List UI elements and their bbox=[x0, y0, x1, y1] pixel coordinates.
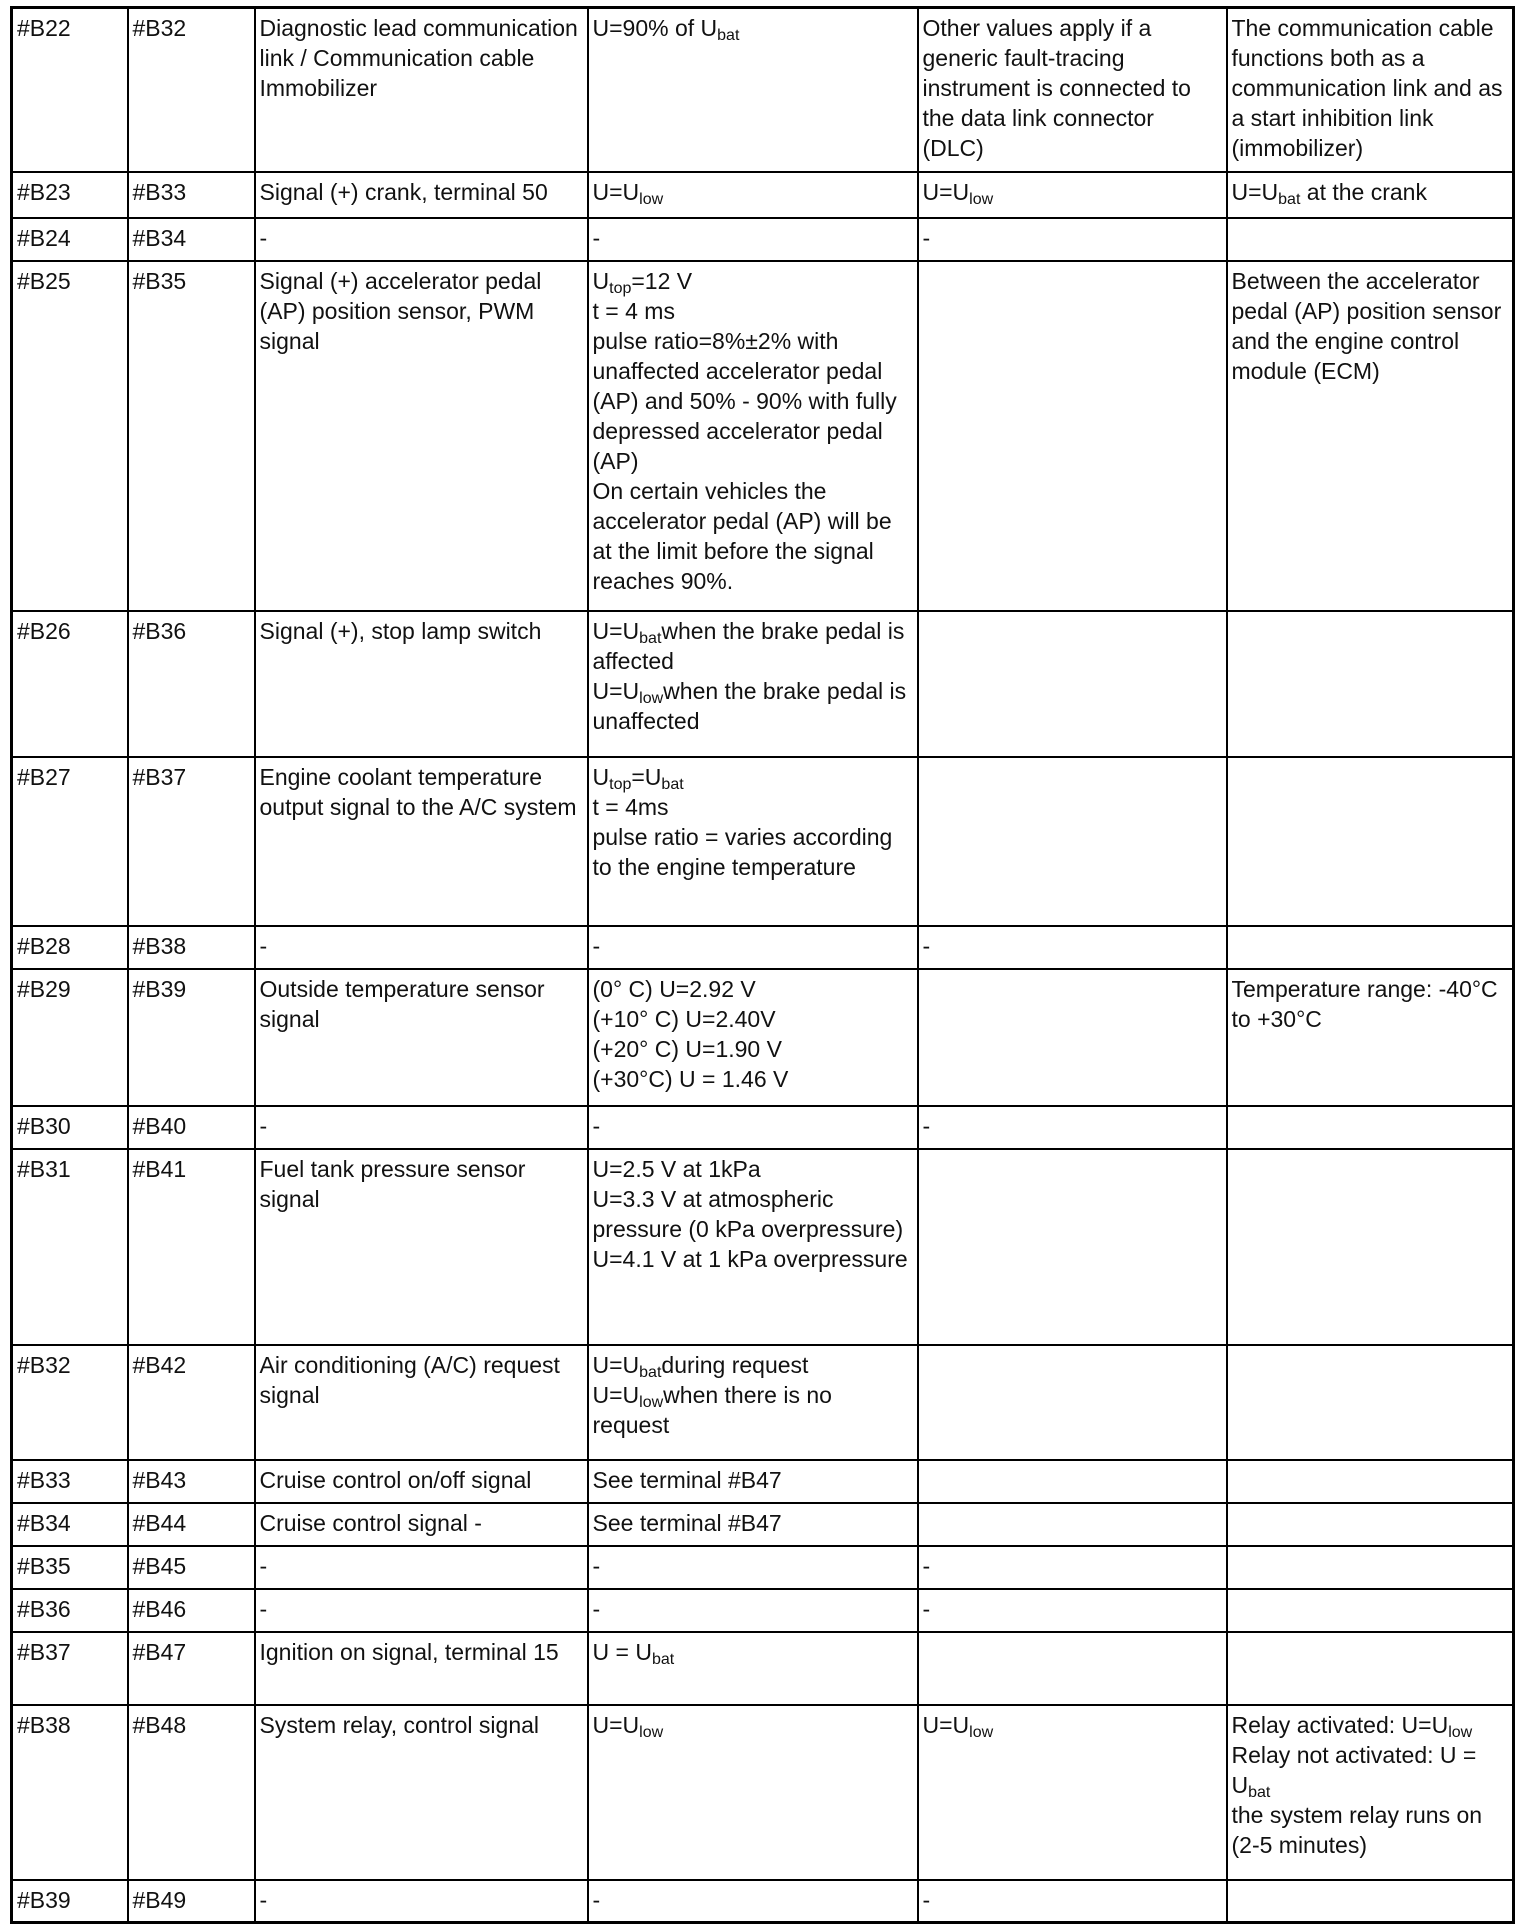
cell-text-line: Ignition on signal, terminal 15 bbox=[259, 1638, 559, 1665]
cell-text-line: t = 4ms bbox=[592, 793, 669, 820]
note-cell bbox=[1227, 1705, 1514, 1880]
table-row bbox=[12, 1546, 1514, 1589]
alt-value-cell bbox=[918, 1149, 1227, 1345]
cell-text-line: Outside temperature sensor signal bbox=[259, 975, 545, 1032]
cell-text-line: Between the accelerator pedal (AP) position sensor and the engine control module (ECM) bbox=[1231, 267, 1502, 384]
alt-value-cell bbox=[918, 757, 1227, 926]
cell-text-line: - bbox=[922, 1595, 931, 1622]
cell-text-line: t = 4 ms bbox=[592, 297, 675, 324]
alt-value-cell bbox=[918, 8, 1227, 172]
terminal-a-cell: #B38 bbox=[12, 1705, 128, 1880]
note-cell bbox=[1227, 1460, 1514, 1503]
function-cell bbox=[255, 218, 588, 261]
alt-value-cell bbox=[918, 611, 1227, 757]
function-cell bbox=[255, 1345, 588, 1460]
cell-text-line: - bbox=[259, 1595, 268, 1622]
cell-text-line: - bbox=[922, 1886, 931, 1913]
terminal-a-cell: #B27 bbox=[12, 757, 128, 926]
value-cell bbox=[588, 172, 918, 218]
cell-text-line: - bbox=[922, 1552, 931, 1579]
note-cell bbox=[1227, 1546, 1514, 1589]
cell-text-line: (0° C) U=2.92 V bbox=[592, 975, 756, 1002]
alt-value-cell bbox=[918, 261, 1227, 611]
note-cell bbox=[1227, 926, 1514, 969]
function-cell bbox=[255, 611, 588, 757]
cell-text-line: Cruise control on/off signal bbox=[259, 1466, 532, 1493]
value-cell bbox=[588, 1632, 918, 1705]
terminal-a-cell: #B34 bbox=[12, 1503, 128, 1546]
terminal-b-cell: #B37 bbox=[128, 757, 255, 926]
value-cell bbox=[588, 1460, 918, 1503]
value-cell bbox=[588, 969, 918, 1106]
function-cell bbox=[255, 1503, 588, 1546]
alt-value-cell bbox=[918, 172, 1227, 218]
terminal-b-cell: #B38 bbox=[128, 926, 255, 969]
note-cell bbox=[1227, 1503, 1514, 1546]
alt-value-cell bbox=[918, 969, 1227, 1106]
value-cell bbox=[588, 261, 918, 611]
function-cell bbox=[255, 8, 588, 172]
cell-text-line: Temperature range: -40°C to +30°C bbox=[1231, 975, 1498, 1032]
note-cell bbox=[1227, 172, 1514, 218]
terminal-b-cell: #B46 bbox=[128, 1589, 255, 1632]
function-cell bbox=[255, 969, 588, 1106]
terminal-a-cell: #B23 bbox=[12, 172, 128, 218]
cell-text-line: $U=U_{low}$ bbox=[592, 1711, 664, 1741]
cell-text-line: $U=U_{bat}during$ request bbox=[592, 1351, 809, 1381]
value-cell bbox=[588, 611, 918, 757]
cell-text-line: - bbox=[259, 932, 268, 959]
terminal-table-body bbox=[12, 8, 1514, 1923]
value-cell bbox=[588, 1106, 918, 1149]
terminal-a-cell: #B36 bbox=[12, 1589, 128, 1632]
value-cell bbox=[588, 1705, 918, 1880]
cell-text-line: On certain vehicles the accelerator pedal (AP) will be at the limit before the signal reaches 90%. bbox=[592, 477, 892, 594]
alt-value-cell bbox=[918, 1460, 1227, 1503]
note-cell bbox=[1227, 1632, 1514, 1705]
cell-text-line: pulse ratio=8%±2% with unaffected accelerator pedal (AP) and 50% - 90% with fully depressed accelerator pedal (AP) bbox=[592, 327, 897, 474]
cell-text-line: - bbox=[259, 1112, 268, 1139]
cell-text-line: System relay, control signal bbox=[259, 1711, 540, 1738]
terminal-a-cell: #B30 bbox=[12, 1106, 128, 1149]
cell-text-line: $U=U_{bat}$ at the crank bbox=[1231, 178, 1427, 208]
terminal-b-cell: #B42 bbox=[128, 1345, 255, 1460]
cell-text-line: $U=U_{low}when$ there is no request bbox=[592, 1381, 832, 1438]
function-cell bbox=[255, 757, 588, 926]
terminal-b-cell: #B49 bbox=[128, 1880, 255, 1923]
terminal-b-cell: #B35 bbox=[128, 261, 255, 611]
value-cell bbox=[588, 1589, 918, 1632]
terminal-a-cell: #B35 bbox=[12, 1546, 128, 1589]
alt-value-cell bbox=[918, 1589, 1227, 1632]
cell-text-line: Fuel tank pressure sensor signal bbox=[259, 1155, 526, 1212]
terminal-b-cell: #B44 bbox=[128, 1503, 255, 1546]
table-row bbox=[12, 261, 1514, 611]
terminal-b-cell: #B43 bbox=[128, 1460, 255, 1503]
table-row bbox=[12, 926, 1514, 969]
cell-text-line: The communication cable functions both as a communication link and as a start inhibition link (immobilizer) bbox=[1231, 15, 1503, 161]
table-row bbox=[12, 172, 1514, 218]
note-cell bbox=[1227, 218, 1514, 261]
alt-value-cell bbox=[918, 1345, 1227, 1460]
function-cell bbox=[255, 261, 588, 611]
cell-text-line: - bbox=[592, 1112, 601, 1139]
cell-text-line: (+30°C) U = 1.46 V bbox=[592, 1065, 789, 1092]
value-cell bbox=[588, 926, 918, 969]
cell-text-line: U=4.1 V at 1 kPa overpressure bbox=[592, 1245, 908, 1272]
cell-text-line: - bbox=[922, 932, 931, 959]
note-cell bbox=[1227, 1149, 1514, 1345]
note-cell bbox=[1227, 757, 1514, 926]
cell-text-line: (+20° C) U=1.90 V bbox=[592, 1035, 782, 1062]
cell-text-line: U=90% of $U_{bat}$ bbox=[592, 15, 740, 44]
cell-text-line: - bbox=[922, 1112, 931, 1139]
value-cell bbox=[588, 757, 918, 926]
cell-text-line: $U_{top}=12$ V bbox=[592, 267, 693, 297]
terminal-a-cell: #B37 bbox=[12, 1632, 128, 1705]
cell-text-line: $U=U_{low}$ bbox=[922, 1711, 994, 1741]
terminal-b-cell: #B40 bbox=[128, 1106, 255, 1149]
cell-text-line: $U=U_{bat}when$ the brake pedal is affected bbox=[592, 617, 905, 674]
table-row bbox=[12, 611, 1514, 757]
terminal-table bbox=[10, 6, 1515, 1924]
alt-value-cell bbox=[918, 1632, 1227, 1705]
cell-text-line: Air conditioning (A/C) request signal bbox=[259, 1351, 560, 1408]
terminal-b-cell: #B32 bbox=[128, 8, 255, 172]
table-row bbox=[12, 969, 1514, 1106]
value-cell bbox=[588, 1503, 918, 1546]
cell-text-line: Relay not activated: $U = U_{bat}$ bbox=[1231, 1741, 1477, 1801]
cell-text-line: - bbox=[592, 1886, 601, 1913]
function-cell bbox=[255, 1589, 588, 1632]
terminal-b-cell: #B36 bbox=[128, 611, 255, 757]
table-row bbox=[12, 1345, 1514, 1460]
table-row bbox=[12, 1705, 1514, 1880]
cell-text-line: Signal (+) accelerator pedal (AP) position sensor, PWM signal bbox=[259, 267, 542, 354]
cell-text-line: See terminal #B47 bbox=[592, 1466, 782, 1493]
cell-text-line: $U=U_{low}when$ the brake pedal is unaffected bbox=[592, 677, 907, 734]
terminal-a-cell: #B22 bbox=[12, 8, 128, 172]
cell-text-line: the system relay runs on (2-5 minutes) bbox=[1231, 1801, 1483, 1858]
terminal-b-cell: #B39 bbox=[128, 969, 255, 1106]
function-cell bbox=[255, 926, 588, 969]
terminal-b-cell: #B41 bbox=[128, 1149, 255, 1345]
alt-value-cell bbox=[918, 1705, 1227, 1880]
table-row bbox=[12, 1149, 1514, 1345]
note-cell bbox=[1227, 611, 1514, 757]
function-cell bbox=[255, 1632, 588, 1705]
value-cell bbox=[588, 218, 918, 261]
terminal-a-cell: #B24 bbox=[12, 218, 128, 261]
alt-value-cell bbox=[918, 218, 1227, 261]
table-row bbox=[12, 1632, 1514, 1705]
table-row bbox=[12, 1589, 1514, 1632]
alt-value-cell bbox=[918, 926, 1227, 969]
terminal-a-cell: #B39 bbox=[12, 1880, 128, 1923]
function-cell bbox=[255, 1880, 588, 1923]
table-row bbox=[12, 1106, 1514, 1149]
note-cell bbox=[1227, 261, 1514, 611]
alt-value-cell bbox=[918, 1546, 1227, 1589]
function-cell bbox=[255, 1705, 588, 1880]
cell-text-line: - bbox=[592, 1552, 601, 1579]
cell-text-line: - bbox=[922, 224, 931, 251]
terminal-b-cell: #B33 bbox=[128, 172, 255, 218]
terminal-b-cell: #B47 bbox=[128, 1632, 255, 1705]
value-cell bbox=[588, 1880, 918, 1923]
cell-text-line: $U = U_{bat}$ bbox=[592, 1638, 675, 1668]
table-row bbox=[12, 218, 1514, 261]
terminal-a-cell: #B31 bbox=[12, 1149, 128, 1345]
terminal-b-cell: #B34 bbox=[128, 218, 255, 261]
note-cell bbox=[1227, 1106, 1514, 1149]
cell-text-line: Engine coolant temperature output signal to the A/C system bbox=[259, 763, 577, 820]
cell-text-line: Other values apply if a generic fault-tracing instrument is connected to the data link connector (DLC) bbox=[922, 15, 1191, 161]
cell-text-line: Signal (+), stop lamp switch bbox=[259, 617, 542, 644]
cell-text-line: - bbox=[592, 1595, 601, 1622]
alt-value-cell bbox=[918, 1503, 1227, 1546]
table-row bbox=[12, 757, 1514, 926]
cell-text-line: - bbox=[259, 224, 268, 251]
value-cell bbox=[588, 1546, 918, 1589]
terminal-b-cell: #B45 bbox=[128, 1546, 255, 1589]
terminal-a-cell: #B25 bbox=[12, 261, 128, 611]
note-cell bbox=[1227, 1589, 1514, 1632]
function-cell bbox=[255, 1546, 588, 1589]
terminal-a-cell: #B32 bbox=[12, 1345, 128, 1460]
cell-text-line: U=2.5 V at 1kPa bbox=[592, 1155, 761, 1182]
cell-text-line: $U=U_{low}$ bbox=[592, 178, 664, 208]
terminal-a-cell: #B29 bbox=[12, 969, 128, 1106]
cell-text-line: Cruise control signal - bbox=[259, 1509, 482, 1536]
value-cell bbox=[588, 1345, 918, 1460]
alt-value-cell bbox=[918, 1106, 1227, 1149]
cell-text-line: $U_{top}=U_{bat}$ bbox=[592, 763, 684, 793]
function-cell bbox=[255, 1106, 588, 1149]
cell-text-line: Diagnostic lead communication link / Communication cable Immobilizer bbox=[259, 15, 578, 101]
cell-text-line: (+10° C) U=2.40V bbox=[592, 1005, 776, 1032]
terminal-a-cell: #B26 bbox=[12, 611, 128, 757]
note-cell bbox=[1227, 1880, 1514, 1923]
function-cell bbox=[255, 172, 588, 218]
cell-text-line: pulse ratio = varies according to the engine temperature bbox=[592, 823, 893, 880]
cell-text-line: - bbox=[259, 1552, 268, 1579]
table-row bbox=[12, 1503, 1514, 1546]
cell-text-line: - bbox=[592, 932, 601, 959]
alt-value-cell bbox=[918, 1880, 1227, 1923]
terminal-a-cell: #B33 bbox=[12, 1460, 128, 1503]
cell-text-line: $U=U_{low}$ bbox=[922, 178, 994, 208]
note-cell bbox=[1227, 969, 1514, 1106]
value-cell bbox=[588, 1149, 918, 1345]
note-cell bbox=[1227, 8, 1514, 172]
terminal-a-cell: #B28 bbox=[12, 926, 128, 969]
cell-text-line: Signal (+) crank, terminal 50 bbox=[259, 178, 548, 205]
cell-text-line: U=3.3 V at atmospheric pressure (0 kPa overpressure) bbox=[592, 1185, 904, 1242]
cell-text-line: See terminal #B47 bbox=[592, 1509, 782, 1536]
function-cell bbox=[255, 1149, 588, 1345]
table-row bbox=[12, 1880, 1514, 1923]
terminal-b-cell: #B48 bbox=[128, 1705, 255, 1880]
table-row bbox=[12, 1460, 1514, 1503]
cell-text-line: - bbox=[592, 224, 601, 251]
note-cell bbox=[1227, 1345, 1514, 1460]
function-cell bbox=[255, 1460, 588, 1503]
value-cell bbox=[588, 8, 918, 172]
cell-text-line: Relay activated: $U=U_{low}$ bbox=[1231, 1711, 1473, 1741]
table-row bbox=[12, 8, 1514, 172]
cell-text-line: - bbox=[259, 1886, 268, 1913]
